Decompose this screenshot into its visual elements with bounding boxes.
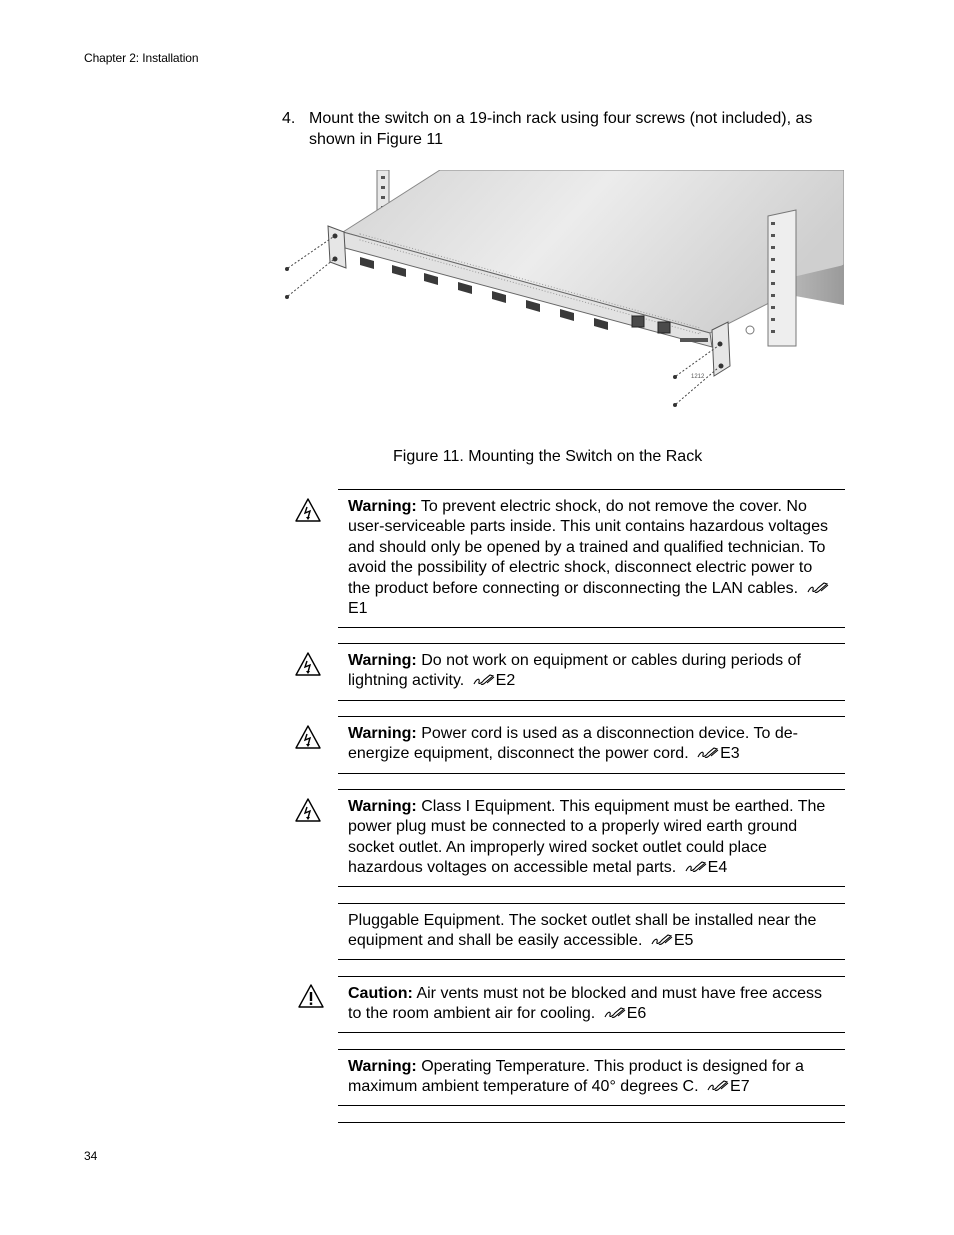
notice-e1: [338, 489, 845, 628]
section-divider: [338, 1122, 845, 1123]
electrical-hazard-icon: [294, 497, 322, 523]
page-number: 34: [84, 1149, 98, 1163]
pen-icon: [685, 861, 707, 873]
pen-icon: [707, 1080, 729, 1092]
figure-rack-mount: [280, 170, 844, 415]
notice-text: Warning: Do not work on equipment or cables during periods of lightning activity. E2: [348, 652, 801, 690]
electrical-hazard-icon: [294, 651, 322, 677]
pen-icon: [807, 582, 829, 594]
notice-e7: [338, 1049, 845, 1106]
notice-e4: [338, 789, 845, 887]
notice-text: Pluggable Equipment. The socket outlet shall be installed near the equipment and shall be easily accessible. E5: [348, 912, 817, 950]
running-header: Chapter 2: Installation: [84, 51, 199, 65]
figure-caption: Figure 11. Mounting the Switch on the Rack: [393, 448, 703, 465]
notice-text: Warning: Operating Temperature. This product is designed for a maximum ambient temperature of 40° degrees C. E7: [348, 1058, 804, 1096]
pen-icon: [473, 674, 495, 686]
notice-text: Warning: Class I Equipment. This equipment must be earthed. The power plug must be connected to a properly wired earth ground socket outlet. An improperly wired socket outlet could place hazardous voltages on accessible metal parts. E4: [348, 798, 826, 877]
pen-icon: [604, 1007, 626, 1019]
rack-post-right: [768, 210, 796, 346]
notice-e2: [338, 643, 845, 701]
notice-e3: [338, 716, 845, 774]
pen-icon: [697, 747, 719, 759]
figure-id-label: 1212: [691, 374, 705, 380]
notice-e5: [338, 903, 845, 960]
notice-e6: [338, 976, 845, 1033]
electrical-hazard-icon: [294, 797, 322, 823]
electrical-hazard-icon: [294, 724, 322, 750]
notice-text: Caution: Air vents must not be blocked and must have free access to the room ambient air for cooling. E6: [348, 985, 822, 1023]
notice-text: Warning: Power cord is used as a disconnection device. To de-energize equipment, disconnect the power cord. E3: [348, 725, 798, 763]
step-number: 4.: [282, 110, 296, 127]
notice-text: Warning: To prevent electric shock, do not remove the cover. No user-serviceable parts inside. This unit contains hazardous voltages and should only be opened by a trained and qualified technician. To avoid the possibility of electric shock, disconnect electric power to the product before connecting or disconnecting the LAN cables. E1: [348, 498, 828, 618]
step-text: Mount the switch on a 19-inch rack using four screws (not included), as shown in Figure 11: [309, 110, 813, 148]
pen-icon: [651, 934, 673, 946]
caution-icon: [297, 983, 325, 1009]
